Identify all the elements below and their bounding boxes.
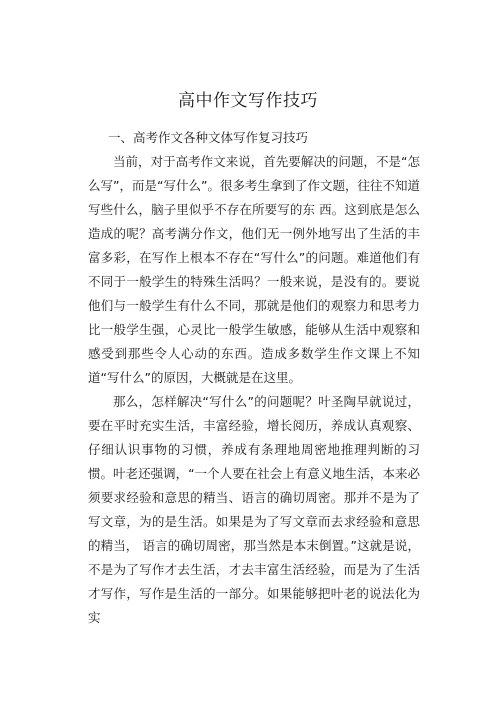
paragraph-1: 当前，对于高考作文来说，首先要解决的问题，不是“怎么写”，而是“写什么”。很多考生拿到了作文题，往往不知道写些什么，脑子里似乎不存在所要写的东 西。这到底是怎么造成的呢？高考满分作文，他们无一例外地写出了生活的丰富多彩，在写作上根本不存在“写什么”的问题。难道他们有不同于一般学生的特殊生活吗？一般来说，是没有的。要说他们与一般学生有什么不同，那就是他们的观察力和思考力比一般学生强，心灵比一般学生敏感，能够从生活中观察和感受到那些令人心动的东西。造成多数学生作文课上不知道“写什么”的原因，大概就是在这里。	[88, 154, 420, 385]
paragraph-2: 那么，怎样解决“写什么”的问题呢？叶圣陶早就说过，要在平时充实生活，丰富经验，增长阅历，养成认真观察、仔细认识事物的习惯，养成有条理地周密地推理判断的习惯。叶老还强调，“一个人要在社会上有意义地生活，本来必须要求经验和意思的精当、语言的确切周密。那并不是为了写文章，为的是生活。如果是为了写文章而去求经验和意思的精当， 语言的确切周密，那当然是本末倒置。”这就是说，不是为了写作才去生活，才去丰富生活经验，而是为了生活才写作，写作是生活的一部分。如果能够把叶老的说法化为实	[88, 394, 420, 625]
document-body	[88, 150, 420, 630]
section-heading: 一、高考作文各种文体写作复习技巧	[108, 130, 309, 145]
document-title: 高中作文写作技巧	[178, 91, 318, 111]
